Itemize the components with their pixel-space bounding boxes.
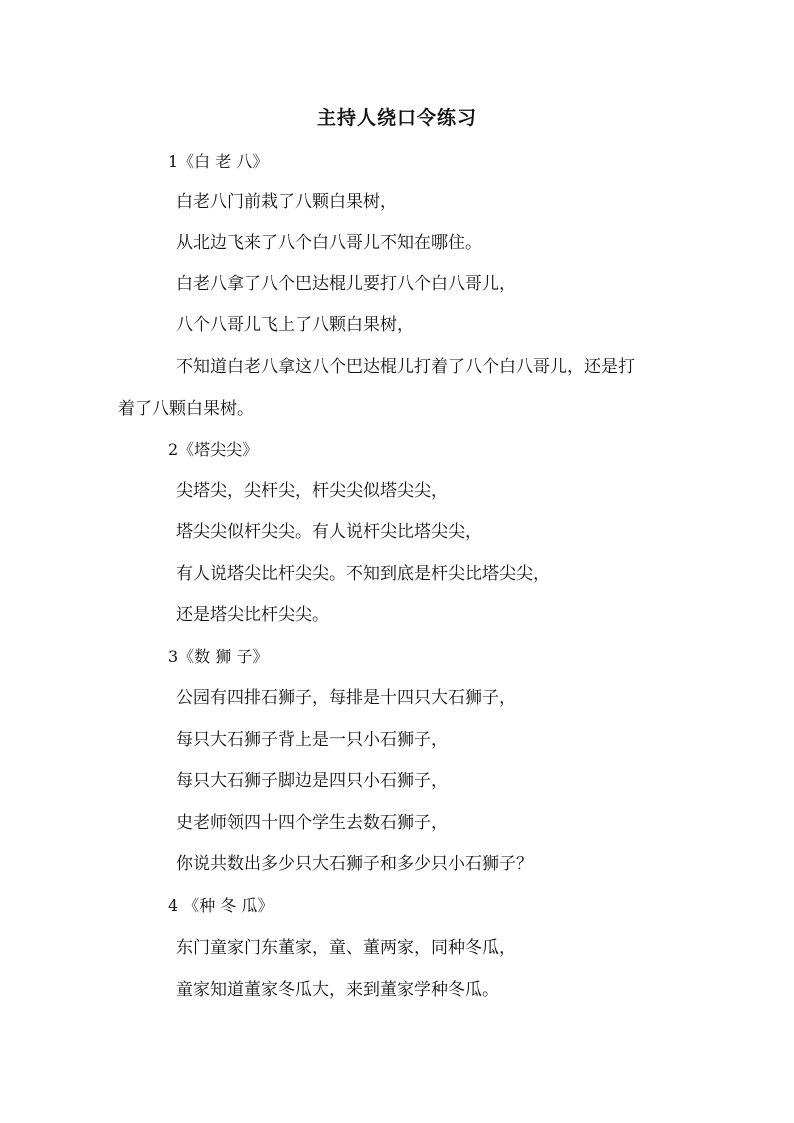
text-line: 八个八哥儿飞上了八颗白果树， — [176, 315, 414, 335]
text-line: 童家知道董家冬瓜大，来到董家学种冬瓜。 — [176, 980, 499, 1000]
text-line: 你说共数出多少只大石狮子和多少只小石狮子？ — [176, 854, 533, 874]
section-heading: 1《白 老 八》 — [168, 152, 269, 171]
section-heading: 4 《种 冬 瓜》 — [168, 896, 274, 915]
text-line: 每只大石狮子脚边是四只小石狮子， — [176, 771, 448, 791]
text-line: 公园有四排石狮子，每排是十四只大石狮子， — [176, 688, 516, 708]
text-line: 东门童家门东董家，童、董两家，同种冬瓜， — [176, 938, 516, 958]
text-line: 着了八颗白果树。 — [118, 399, 254, 419]
document-title: 主持人绕口令练习 — [316, 107, 477, 129]
text-line: 每只大石狮子背上是一只小石狮子， — [176, 730, 448, 750]
text-line: 尖塔尖，尖杆尖，杆尖尖似塔尖尖， — [176, 481, 448, 501]
text-line: 白老八门前栽了八颗白果树， — [176, 192, 397, 212]
text-line: 有人说塔尖比杆尖尖。不知到底是杆尖比塔尖尖， — [176, 564, 550, 584]
text-line: 白老八拿了八个巴达棍儿要打八个白八哥儿， — [176, 274, 516, 294]
section-heading: 3《数 狮 子》 — [168, 647, 269, 666]
text-line: 不知道白老八拿这八个巴达棍儿打着了八个白八哥儿，还是打 — [176, 357, 635, 377]
text-line: 史老师领四十四个学生去数石狮子， — [176, 813, 448, 833]
text-line: 塔尖尖似杆尖尖。有人说杆尖比塔尖尖， — [176, 522, 482, 542]
text-line: 还是塔尖比杆尖尖。 — [176, 605, 329, 625]
section-heading: 2《塔尖尖》 — [168, 440, 259, 459]
text-line: 从北边飞来了八个白八哥儿不知在哪住。 — [176, 233, 482, 253]
